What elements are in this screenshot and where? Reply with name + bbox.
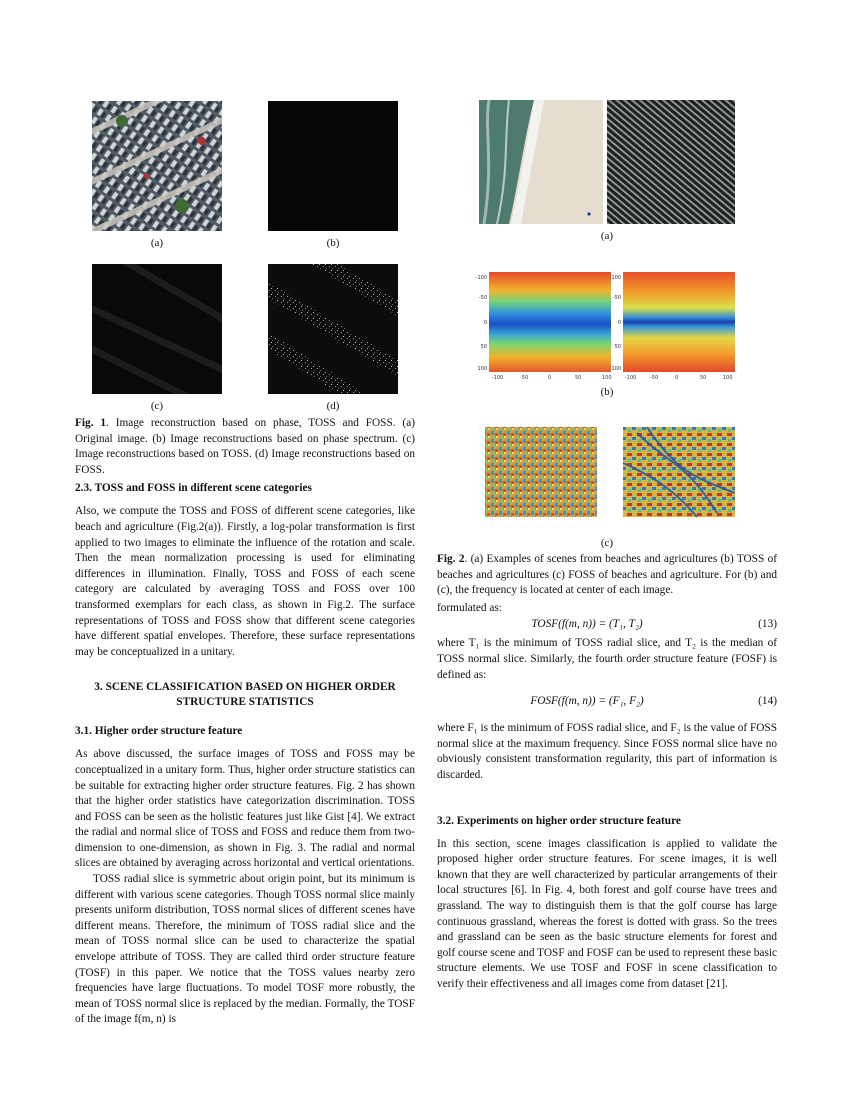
left-column bbox=[75, 98, 415, 1028]
fig2b-ytick: 0 bbox=[617, 320, 621, 326]
fig1b-label: (b) bbox=[326, 237, 340, 249]
fig2b-xtick: 0 bbox=[675, 375, 679, 381]
fig2b-xtick: 0 bbox=[548, 375, 552, 381]
equation-13 bbox=[437, 617, 777, 632]
fig2b-ytick: -100 bbox=[475, 275, 487, 281]
fig2-caption bbox=[437, 552, 777, 599]
fig2b-ytick: -50 bbox=[478, 295, 487, 301]
fig1-caption bbox=[75, 416, 415, 478]
equation-14 bbox=[437, 694, 777, 709]
fig2b-xtick: -50 bbox=[520, 375, 529, 381]
equation-13-body: TOSF(f(m, n)) = (T₁, T₂) bbox=[531, 618, 643, 631]
section-3-2-heading: 3.2. Experiments on higher order structure feature bbox=[437, 814, 681, 827]
fig2b-xtick: 50 bbox=[700, 375, 707, 381]
fig2c-beach-foss bbox=[467, 423, 602, 528]
section-3-2-paragraph: In this section, scene images classification is applied to validate the proposed higher order structure features. For scene images, it is well known that they are well characterized by particular arrangements of their local structures [6]. In Fig. 4, both forest and golf course have trees and grassland. The way to distinguish them is that the golf course has large continuous grassland, whereas the forest is dotted with grass. So the trees and grassland can be seen as the basic structure elements for forest and golf course scene and TOSF and FOSF can be used to represent these basic structure elements. We use TOSF and FOSF in scene classification to verify their effectiveness and all images come from dataset [21]. bbox=[437, 837, 777, 990]
fig2a-agriculture-image bbox=[607, 100, 735, 224]
fig2-caption-text: . (a) Examples of scenes from beaches and agricultures (b) TOSS of beaches and agricultures (c) FOSS of beaches and agriculture. For (b) and (c), the frequency is located at center of each image. bbox=[437, 553, 777, 597]
fig2b-ytick: 100 bbox=[477, 366, 487, 372]
fig2b-xtick: -100 bbox=[492, 375, 504, 381]
figure-2 bbox=[437, 98, 777, 552]
section-3-1-heading: 3.1. Higher order structure feature bbox=[75, 725, 243, 738]
fig2c-label: (c) bbox=[600, 537, 614, 549]
fig2b-ytick: -50 bbox=[612, 295, 621, 301]
fig2b-ytick: 0 bbox=[483, 320, 487, 326]
fig2b-ytick: -100 bbox=[609, 275, 621, 281]
section-3-heading: 3. SCENE CLASSIFICATION BASED ON HIGHER ORDER STRUCTURE STATISTICS bbox=[94, 681, 396, 709]
fig1b-image bbox=[268, 101, 398, 231]
fig2b-agriculture-toss bbox=[609, 268, 749, 383]
fig1c-image bbox=[92, 264, 222, 394]
equation-14-number: (14) bbox=[758, 695, 777, 708]
section-3-1-paragraph-1: As above discussed, the surface images of TOSS and FOSS may be conceptualized in a unitary form. Thus, higher order structure statistics can be suitable for extracting higher order structure features. Fig. 2 has shown that the higher order statistics have categorization discrimination. TOSS and FOSS can be seen as the holistic features just like Gist [4]. We extract the radial and normal slice of TOSS and FOSS and reduce them from two-dimension to one-dimension, as shown in Fig. 3. The radial and normal slices are obtained by averaging across horizontal and vertical orientations. bbox=[75, 748, 415, 870]
section-3-1-paragraph-2: TOSS radial slice is symmetric about origin point, but its minimum is different with various scene categories. Though TOSS normal slice mainly presents uniform distribution, TOSS normal slices of different scenes have different means. Therefore, the minimum of TOSS radial slice and the mean of TOSS normal slice can be used to characterize the spatial envelope attribute of TOSS. They are called third order structure feature (TOSF) in this paper. We notice that the TOSS values nearby zero frequencies have large fluctuations. To model TOSF more robustly, the mean of TOSS normal slice is replaced by the median. Formally, the TOSF of the image f(m, n) is bbox=[75, 873, 415, 1026]
section-2-3-paragraph: Also, we compute the TOSS and FOSS of different scene categories, like beach and agriculture (Fig.2(a)). Firstly, a log-polar transformation is first applied to two images to eliminate the influence of the rotation and scale. Then the mean normalization processing is used for eliminating differences in illumination. Finally, TOSS and FOSS of each scene category are calculated by averaging TOSS and FOSS over 100 transformed exemplars for each class, as shown in Fig.2. The surface representations of TOSS and FOSS show that different scene categories have different spatial envelopes. Therefore, these surface representations may be conceptualized in a unitary. bbox=[75, 505, 415, 658]
fig1-caption-label: Fig. 1 bbox=[75, 417, 107, 429]
section-2-3-heading: 2.3. TOSS and FOSS in different scene categories bbox=[75, 482, 312, 495]
fig2b-ytick: 50 bbox=[480, 344, 487, 350]
fig2b-xtick: 100 bbox=[723, 375, 733, 381]
after-eq13-paragraph: where T₁ is the minimum of TOSS radial slice, and T₂ is the median of TOSS normal slice. Similarly, the fourth order structure feature (FOSF) is defined as: bbox=[437, 637, 777, 681]
figure-1 bbox=[75, 98, 415, 416]
fig1d-image bbox=[268, 264, 398, 394]
fig2b-xtick: 50 bbox=[575, 375, 582, 381]
after-eq14-paragraph: where F₁ is the minimum of FOSS radial slice, and F₂ is the value of FOSS normal slice at the maximum frequency. Since FOSS normal slice have no obviously consistent transformation regularity, this part of information is discarded. bbox=[437, 722, 777, 781]
fig2b-beach-toss bbox=[475, 268, 615, 383]
fig2-caption-label: Fig. 2 bbox=[437, 553, 465, 565]
fig1a-label: (a) bbox=[150, 237, 164, 249]
equation-13-number: (13) bbox=[758, 618, 777, 631]
fig2b-label: (b) bbox=[600, 386, 614, 398]
equation-14-body: FOSF(f(m, n)) = (F₁, F₂) bbox=[530, 695, 644, 708]
fig1-caption-text: . Image reconstruction based on phase, TOSS and FOSS. (a) Original image. (b) Image reconstructions based on phase spectrum. (c) Image reconstructions based on TOSS. (d) Image reconstructions based on FOSS. bbox=[75, 417, 415, 476]
fig2b-ytick: 50 bbox=[614, 344, 621, 350]
fig2b-ytick: 100 bbox=[611, 366, 621, 372]
fig1c-label: (c) bbox=[150, 400, 164, 412]
fig2a-label: (a) bbox=[600, 230, 614, 242]
fig1a-image bbox=[92, 101, 222, 231]
fig1d-label: (d) bbox=[326, 400, 340, 412]
fig2c-agriculture-foss bbox=[607, 423, 742, 528]
fig2b-xtick: -50 bbox=[650, 375, 659, 381]
fig2b-xtick: -100 bbox=[625, 375, 637, 381]
fig2a-beach-image bbox=[479, 100, 603, 224]
fig2b-xtick: 100 bbox=[602, 375, 612, 381]
formulated-as-text: formulated as: bbox=[437, 601, 502, 614]
right-column bbox=[437, 98, 777, 992]
